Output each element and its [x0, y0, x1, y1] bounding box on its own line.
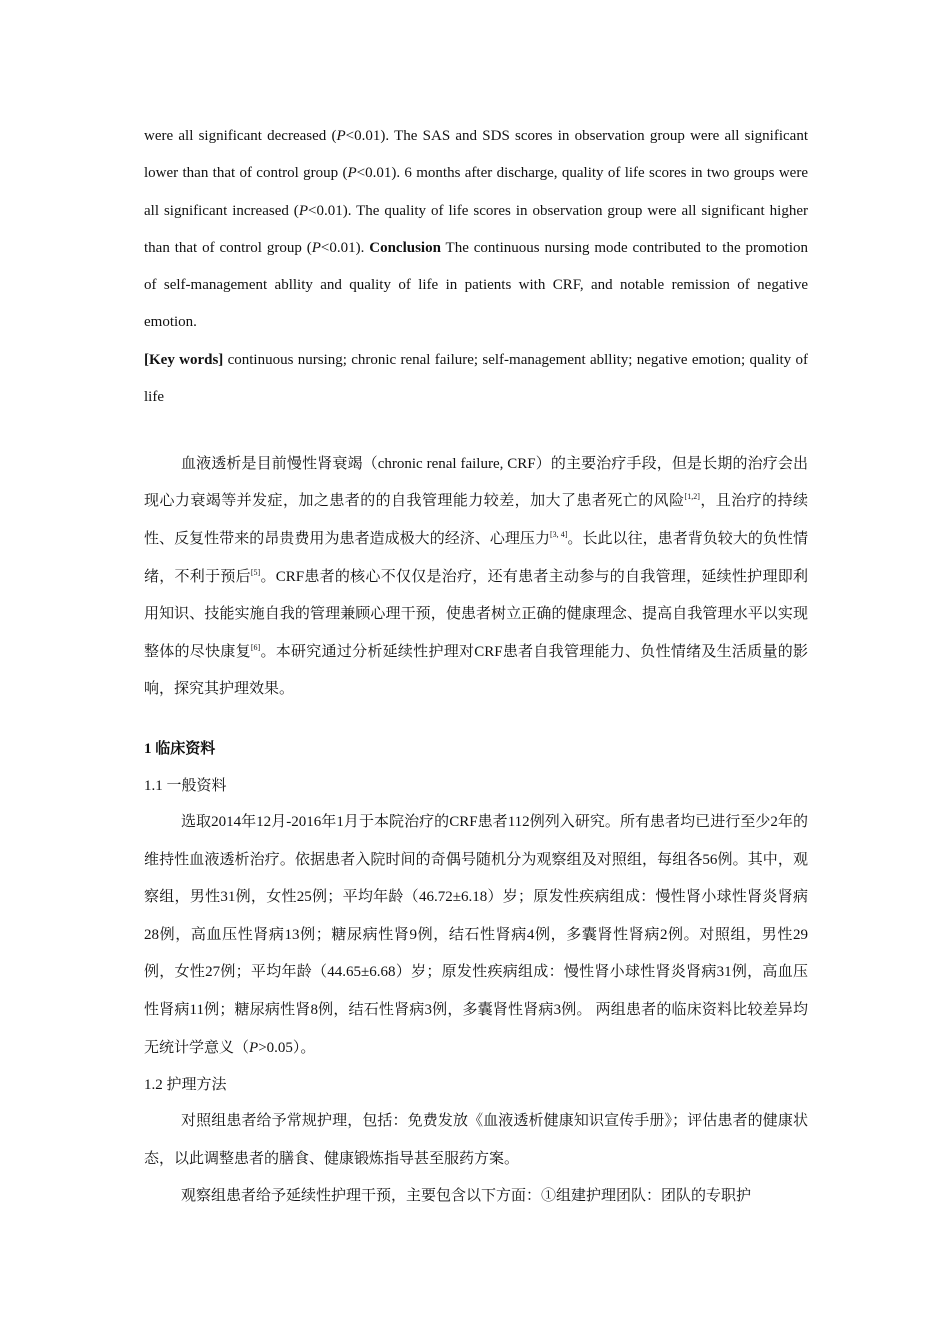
p-symbol: P [347, 165, 357, 182]
intro-text: 。长此以往，患者背负较大的负性情绪，不利于预后 [144, 530, 808, 585]
control-group-paragraph: 对照组患者给予常规护理，包括：免费发放《血液透析健康知识宣传手册》；评估患者的健康状态，以此调整患者的膳食、健康锻炼指导甚至服药方案。 [144, 1113, 808, 1167]
keywords [144, 342, 808, 416]
citation: [6] [250, 642, 261, 652]
intro-text: 。CRF患者的核心不仅仅是治疗，还有患者主动参与的自我管理，延续性护理即利用知识、技能实施自我的管理兼顾心理干预，使患者树立正确的健康理念、提高自我管理水平以实现整体的尽快康复 [144, 568, 808, 660]
paragraph-text: 选取2014年12月-2016年1月于本院治疗的CRF患者112例列入研究。所有患者均已进行至少2年的维持性血液透析治疗。依据患者入院时间的奇偶号随机分为观察组及对照组，每组各56例。其中，观察组，男性31例，女性25例；平均年龄（46.72±6.18）岁；原发性疾病组成：慢性肾小球性肾炎肾病28例，高血压性肾病13例；糖尿病性肾9例，结石性肾病4例，多囊肾性肾病2例。对照组，男性29例，女性27例；平均年龄（44.65±6.68）岁；原发性疾病组成：慢性肾小球性肾炎肾病31例，高血压性肾病11例；糖尿病性肾8例，结石性肾病3例，多囊肾性肾病3例。 两组患者的临床资料比较差异均无统计学意义（ [144, 813, 808, 1056]
intro-paragraph [144, 446, 808, 709]
p-symbol: P [298, 202, 308, 219]
observation-group-paragraph: 观察组患者给予延续性护理干预，主要包含以下方面：①组建护理团队：团队的专职护 [181, 1188, 752, 1205]
abstract-text: were all significant decreased ( [144, 128, 337, 144]
paragraph-text: >0.05）。 [258, 1039, 316, 1056]
abstract-text: <0.01). The SAS and SDS scores in observation group were all significant lower than that of control group ( [144, 128, 808, 182]
abstract-text: <0.01). [320, 239, 365, 256]
citation: [3, 4] [550, 529, 568, 539]
citation: [1,2] [684, 492, 700, 502]
citation: [5] [250, 567, 261, 577]
intro-text: 。本研究通过分析延续性护理对CRF患者自我管理能力、负性情绪及生活质量的影响，探究其护理效果。 [144, 643, 808, 698]
keywords-label: [Key words] [144, 351, 224, 368]
abstract-text: <0.01). 6 months after discharge, quality of life scores in two groups were all significant increased ( [144, 165, 808, 219]
conclusion-text: The continuous nursing mode contributed to the promotion of self-management abllity and quality of life in patients with CRF, and notable remission of negative emotion. [144, 239, 808, 331]
keywords-text: continuous nursing; chronic renal failure; self-management abllity; negative emotion; quality of life [144, 351, 808, 405]
p-symbol: P [249, 1039, 259, 1056]
subsection-heading: 1.1 一般资料 [144, 777, 227, 794]
intro-text: ，且治疗的持续性、反复性带来的昂贵费用为患者造成极大的经济、心理压力 [144, 493, 808, 547]
document-page [144, 118, 808, 1216]
conclusion-label: Conclusion [369, 239, 441, 256]
abstract-results-conclusion [144, 118, 808, 342]
p-symbol: P [311, 239, 321, 256]
abstract-text: <0.01). The quality of life scores in observation group were all significant higher than that of control group ( [144, 202, 808, 256]
subsection-heading: 1.2 护理方法 [144, 1077, 227, 1094]
p-symbol: P [336, 128, 346, 144]
general-data-paragraph [144, 804, 808, 1067]
section-heading: 1 临床资料 [144, 740, 216, 757]
intro-text: 血液透析是目前慢性肾衰竭（chronic renal failure, CRF）的主要治疗手段，但是长期的治疗会出现心力衰竭等并发症，加之患者的的自我管理能力较差，加大了患者死亡的风险 [144, 455, 808, 510]
